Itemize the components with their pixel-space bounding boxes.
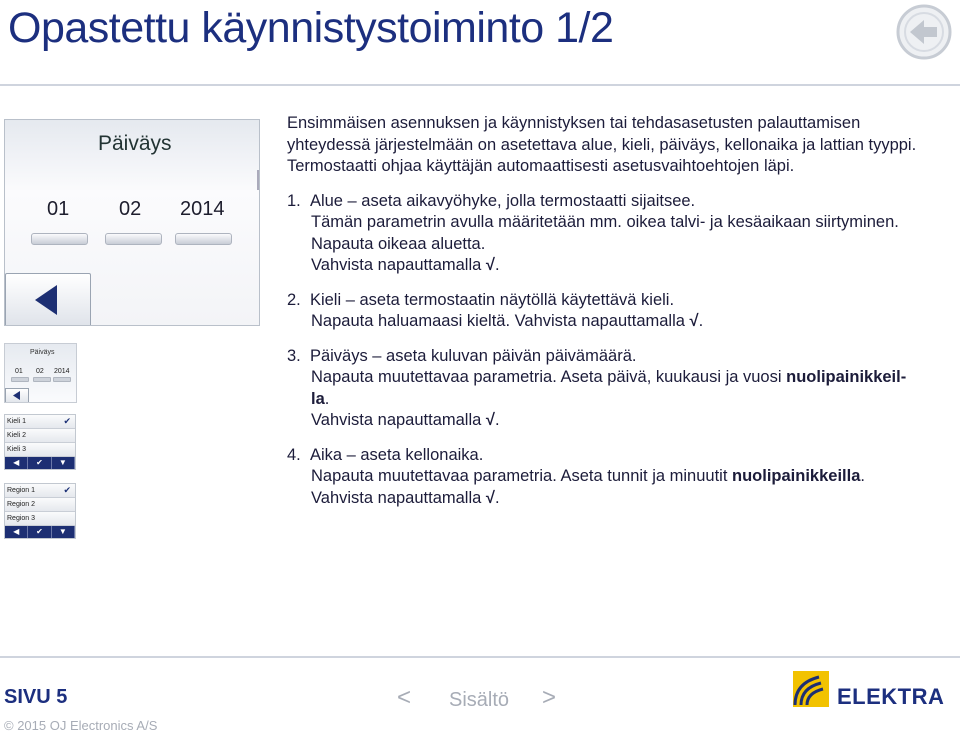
- thumb-bar: [33, 377, 51, 382]
- footer-rule: [0, 656, 960, 658]
- check-icon: ✔: [28, 526, 51, 538]
- step-text: la.: [311, 389, 330, 408]
- left-arrow-icon: [6, 389, 28, 402]
- thumb-year: 2014: [54, 368, 70, 375]
- check-icon: √: [485, 411, 495, 429]
- contents-link[interactable]: Sisältö: [449, 689, 510, 711]
- step-heading: 3. Päiväys – aseta kuluvan päivän päivämäärä.: [287, 346, 637, 365]
- page-number: SIVU 5: [4, 686, 68, 708]
- step-text: Napauta oikeaa aluetta.: [311, 234, 486, 253]
- check-icon: √: [689, 312, 699, 330]
- thumb-bar: [53, 377, 71, 382]
- step-text: Napauta muutettavaa parametria. Aseta tunnit ja minuutit nuolipainikkeilla.: [311, 467, 865, 485]
- step-text: Vahvista napauttamalla √.: [311, 488, 500, 507]
- step-heading: 1. Alue – aseta aikavyöhyke, jolla termostaatti sijaitsee.: [287, 191, 696, 210]
- date-screen-preview: [4, 119, 260, 326]
- thumb-day: 01: [15, 368, 23, 375]
- elektra-logo-icon: [793, 671, 829, 707]
- check-icon: ✔: [63, 416, 71, 426]
- list-item: Region 2: [5, 498, 75, 512]
- left-arrow-icon: ◀: [5, 526, 28, 538]
- check-icon: √: [485, 256, 495, 274]
- month-underline: [105, 233, 162, 245]
- back-arrow-icon[interactable]: [896, 4, 952, 60]
- screen-separator: [257, 170, 259, 190]
- thumb-bar: [11, 377, 29, 382]
- list-nav-bar: [5, 526, 75, 538]
- language-list-thumbnail: [4, 414, 76, 470]
- step-text: Vahvista napauttamalla √.: [311, 256, 500, 274]
- instructions: [287, 113, 937, 509]
- next-page-link[interactable]: >: [542, 684, 557, 711]
- check-icon: √: [485, 488, 495, 507]
- list-nav-bar: [5, 457, 75, 469]
- left-arrow-icon: ◀: [5, 457, 28, 469]
- step-heading: 4. Aika – aseta kellonaika.: [287, 445, 484, 464]
- step-text: Napauta muutettavaa parametria. Aseta päivä, kuukausi ja vuosi nuolipainikkeil-: [311, 368, 907, 386]
- date-screen-title: Päiväys: [98, 132, 172, 155]
- month-value[interactable]: 02: [119, 198, 142, 220]
- header-rule: [0, 84, 960, 86]
- thumb-month: 02: [36, 368, 44, 375]
- thumb-title: Päiväys: [30, 349, 55, 356]
- left-arrow-button[interactable]: [5, 273, 91, 326]
- brand-name: ELEKTRA: [837, 684, 945, 709]
- step-text: Tämän parametrin avulla määritetään mm. oikea talvi- ja kesäaikaan siirtyminen.: [311, 213, 899, 231]
- page-title: Opastettu käynnistystoiminto 1/2: [8, 4, 614, 52]
- intro-paragraph: Termostaatti ohjaa käyttäjän automaattisesti asetusvaihtoehtojen läpi.: [287, 157, 795, 175]
- step-text: Napauta haluamaasi kieltä. Vahvista napauttamalla √.: [311, 312, 704, 330]
- list-item: Region 1 ✔: [5, 484, 75, 498]
- copyright: © 2015 OJ Electronics A/S: [4, 718, 158, 733]
- intro-paragraph: Ensimmäisen asennuksen ja käynnistyksen tai tehdasasetusten palauttamisen yhteydessä järjestelmään on asetettava alue, kieli, päiväys, kellonaika ja lattian tyyppi.: [287, 114, 917, 154]
- down-arrow-icon: ▼: [52, 526, 75, 538]
- list-item: Kieli 2: [5, 429, 75, 443]
- left-arrow-icon: [6, 274, 90, 326]
- list-item: Kieli 1 ✔: [5, 415, 75, 429]
- step-heading: 2. Kieli – aseta termostaatin näytöllä käytettävä kieli.: [287, 290, 675, 309]
- list-item: Kieli 3: [5, 443, 75, 457]
- list-item: Region 3: [5, 512, 75, 526]
- day-underline: [31, 233, 88, 245]
- year-underline: [175, 233, 232, 245]
- day-value[interactable]: 01: [47, 198, 70, 220]
- step-text: Vahvista napauttamalla √.: [311, 411, 500, 429]
- thumb-left-arrow: [5, 388, 29, 403]
- date-screen-thumbnail: [4, 343, 77, 403]
- year-value[interactable]: 2014: [180, 198, 225, 220]
- check-icon: ✔: [63, 485, 71, 495]
- region-list-thumbnail: [4, 483, 76, 539]
- prev-page-link[interactable]: <: [397, 684, 412, 711]
- down-arrow-icon: ▼: [52, 457, 75, 469]
- check-icon: ✔: [28, 457, 51, 469]
